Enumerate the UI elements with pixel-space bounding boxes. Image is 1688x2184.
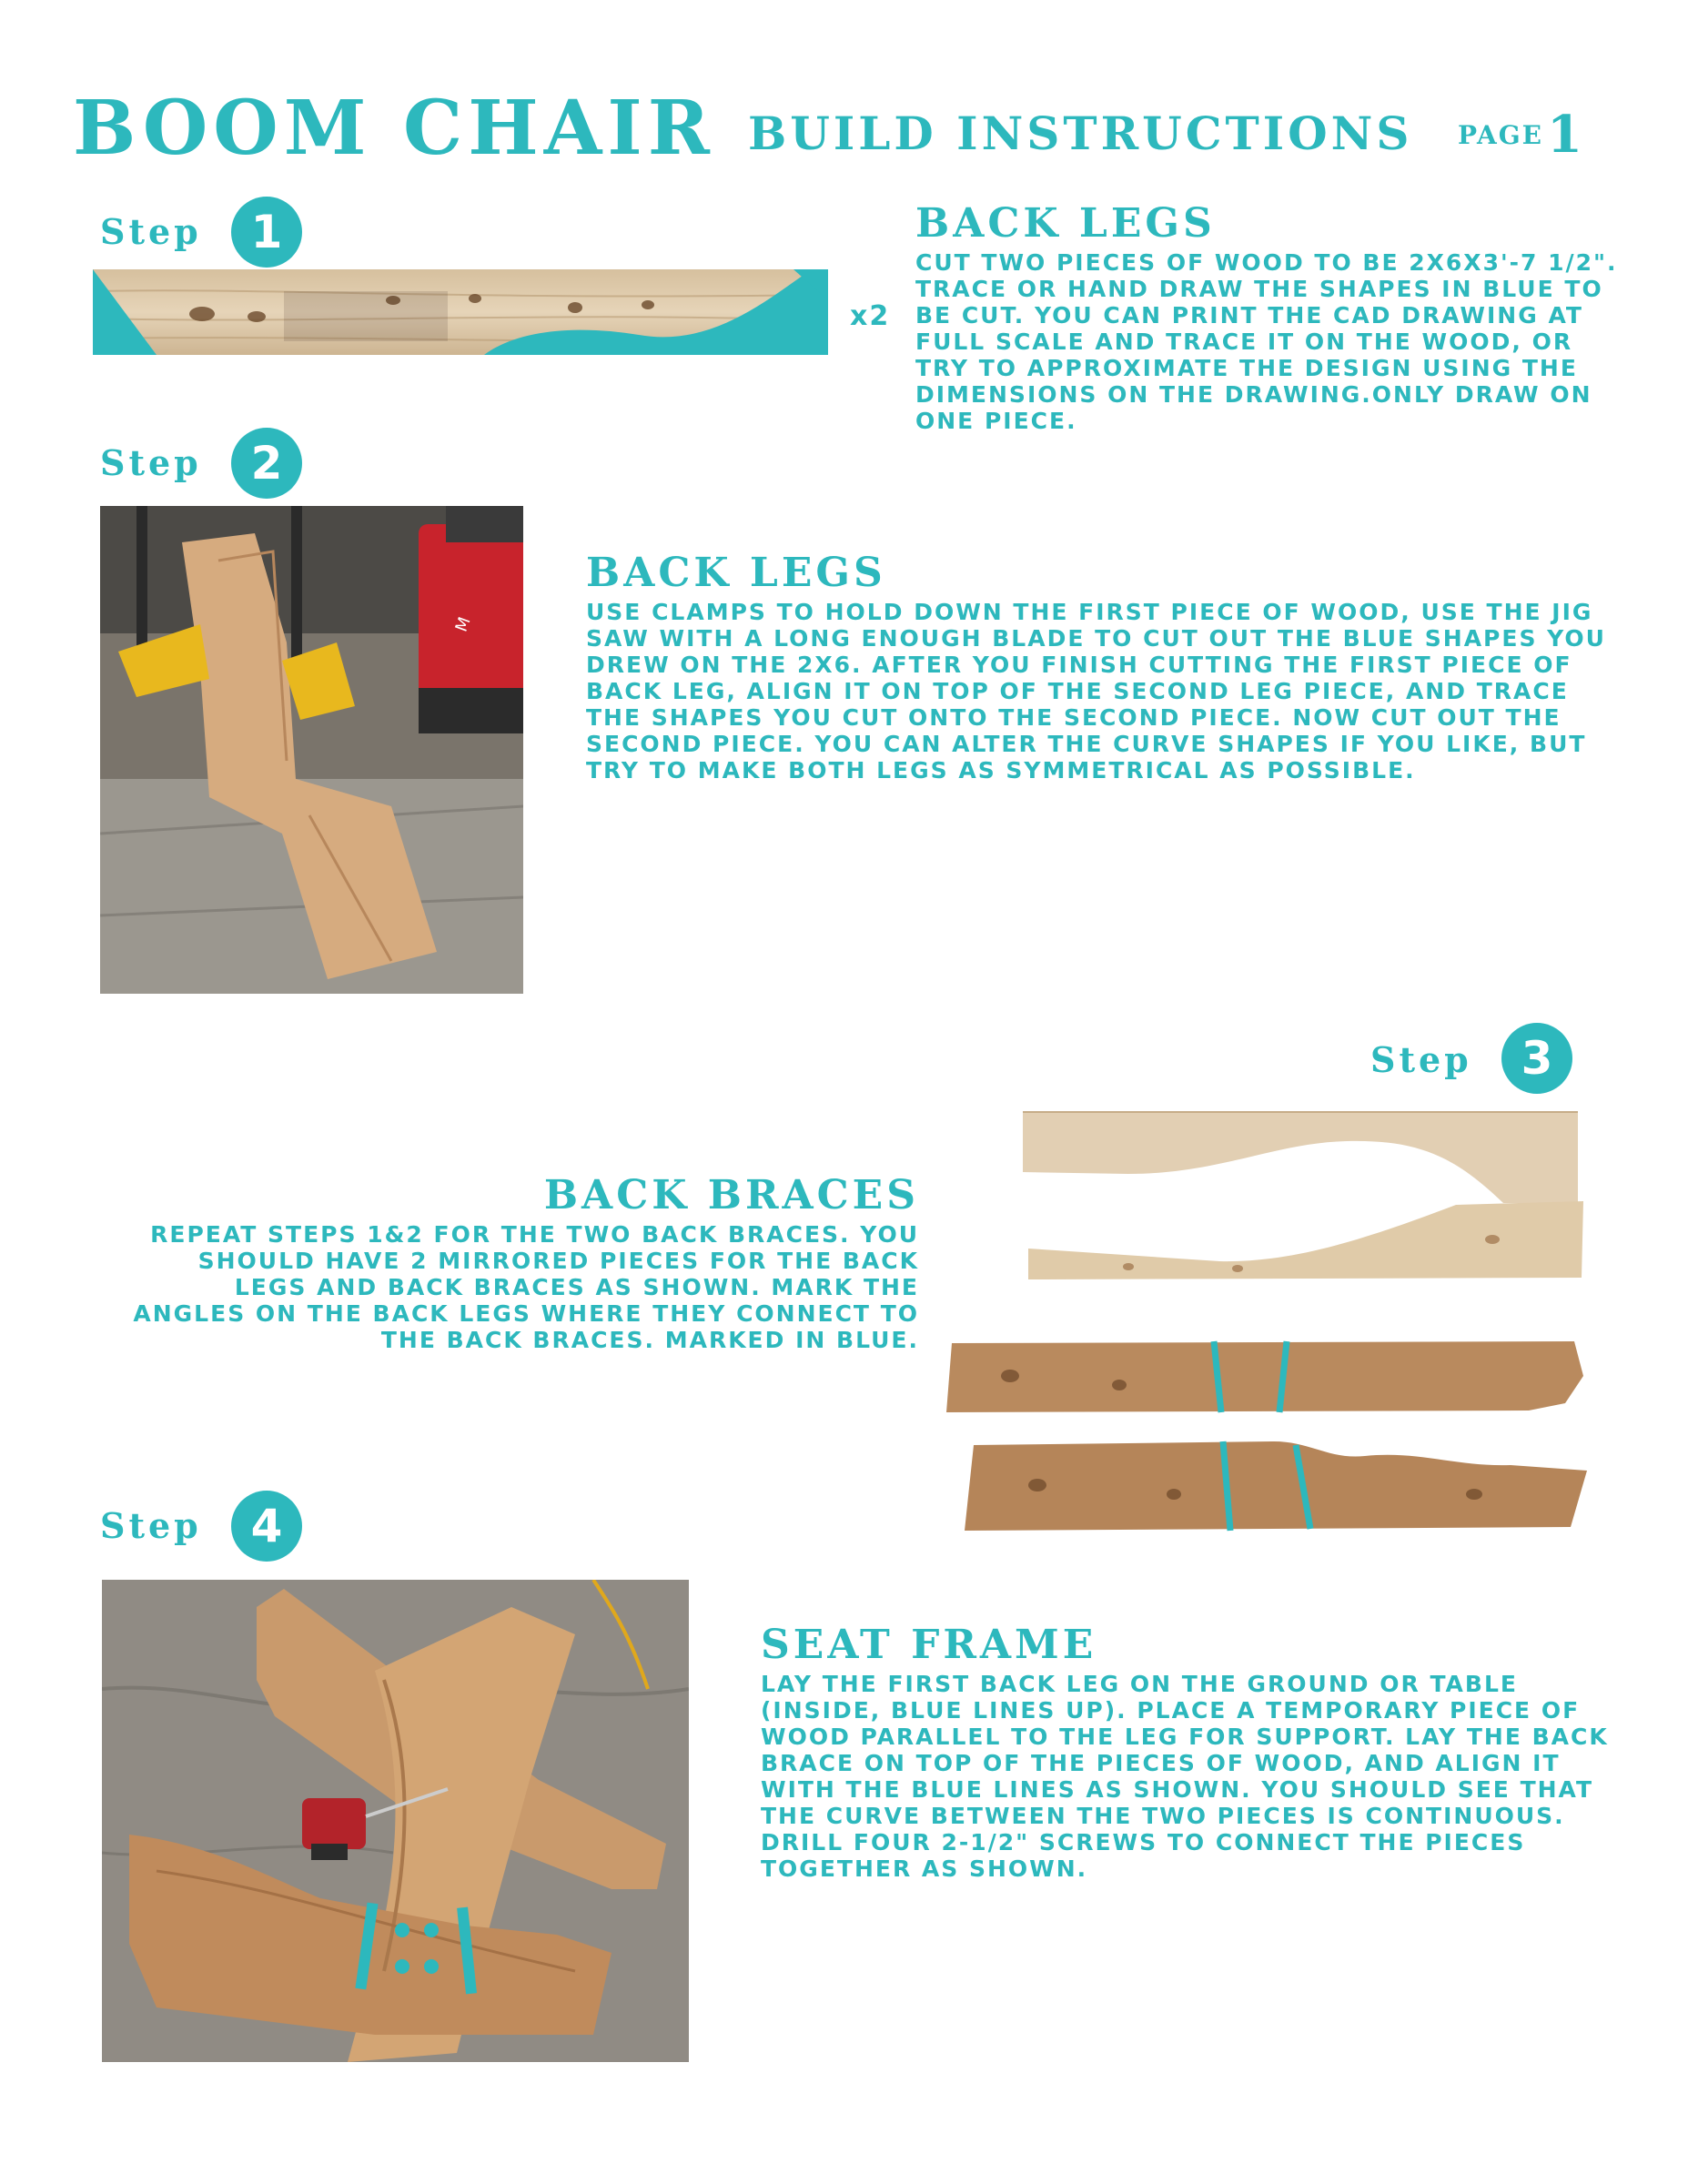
- step-4-label: Step: [100, 1505, 202, 1546]
- page-subtitle: BUILD INSTRUCTIONS: [748, 106, 1413, 160]
- step-3-heading: BACK BRACES: [543, 1172, 919, 1218]
- step-2-text: USE CLAMPS TO HOLD DOWN THE FIRST PIECE OF WOOD, USE THE JIG SAW WITH A LONG ENOUGH BLADE TO CUT OUT THE BLUE SHAPES YOU DREW ON THE 2X6. AFTER YOU FINISH CUTTING THE FIRST PIECE OF BACK LEG, ALIGN IT ON TOP OF THE SECOND LEG PIECE, AND TRACE THE SHAPES YOU CUT ONTO THE SECOND PIECE. NOW CUT OUT THE SECOND PIECE. YOU CAN ALTER THE CURVE SHAPES IF YOU LIKE, BUT TRY TO MAKE BOTH LEGS AS SYMMETRICAL AS POSSIBLE.: [586, 599, 1606, 784]
- page-number: 1: [1547, 105, 1582, 165]
- step-1-text: CUT TWO PIECES OF WOOD TO BE 2X6X3'-7 1/2". TRACE OR HAND DRAW THE SHAPES IN BLUE TO BE CUT. YOU CAN PRINT THE CAD DRAWING AT FULL SCALE AND TRACE IT ON THE WOOD, OR TRY TO APPROXIMATE THE DESIGN USING THE DIMENSIONS ON THE DRAWING.ONLY DRAW ON ONE PIECE.: [915, 249, 1618, 434]
- step-4-number-badge: 4: [231, 1491, 302, 1562]
- svg-text:M: M: [451, 614, 475, 635]
- step-1-board-photo: [93, 264, 828, 360]
- step-1-label: Step: [100, 211, 202, 252]
- step-4-seat-frame-photo: [102, 1580, 689, 2062]
- jig-saw-cutting-illustration: [100, 506, 523, 994]
- step-3-number-badge: 3: [1501, 1023, 1572, 1094]
- step-4-text: LAY THE FIRST BACK LEG ON THE GROUND OR TABLE (INSIDE, BLUE LINES UP). PLACE A TEMPORARY PIECE OF WOOD PARALLEL TO THE LEG FOR SUPPORT. LAY THE BACK BRACE ON TOP OF THE PIECES OF WOOD, AND ALIGN IT WITH THE BLUE LINES AS SHOWN. YOU SHOULD SEE THAT THE CURVE BETWEEN THE TWO PIECES IS CONTINUOUS. DRILL FOUR 2-1/2" SCREWS TO CONNECT THE PIECES TOGETHER AS SHOWN.: [761, 1671, 1609, 1882]
- step-2-label: Step: [100, 442, 202, 483]
- step-1-heading: BACK LEGS: [915, 200, 1216, 247]
- page-title: BOOM CHAIR: [73, 85, 715, 172]
- board-with-blue-cut-shapes-illustration: [93, 264, 828, 360]
- step-2-heading: BACK LEGS: [586, 550, 886, 596]
- quantity-multiplier: x2: [850, 300, 891, 332]
- seat-frame-assembly-illustration: [102, 1580, 689, 2062]
- mirrored-pieces-illustration: [946, 1103, 1602, 1540]
- step-3-pieces-photo: [946, 1103, 1602, 1540]
- step-2-cutting-photo: [100, 506, 523, 994]
- step-1-number-badge: 1: [231, 197, 302, 268]
- step-2-number-badge: 2: [231, 428, 302, 499]
- step-4-heading: SEAT FRAME: [761, 1622, 1097, 1668]
- step-3-text: REPEAT STEPS 1&2 FOR THE TWO BACK BRACES. YOU SHOULD HAVE 2 MIRRORED PIECES FOR THE BACK LEGS AND BACK BRACES AS SHOWN. MARK THE ANGLES ON THE BACK LEGS WHERE THEY CONNECT TO THE BACK BRACES. MARKED IN BLUE.: [133, 1221, 919, 1353]
- step-3-label: Step: [1370, 1039, 1472, 1080]
- page-label: PAGE: [1458, 120, 1543, 150]
